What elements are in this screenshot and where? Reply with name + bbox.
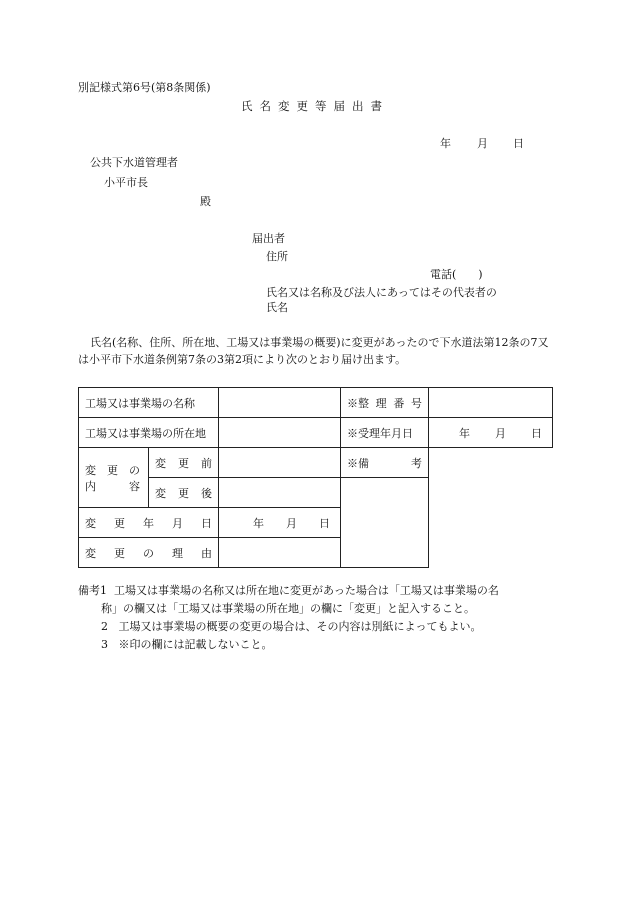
factory-location-label: 工場又は事業場の所在地 xyxy=(79,418,219,448)
before-field[interactable] xyxy=(219,448,341,478)
ref-number-field xyxy=(429,388,553,418)
applicant-name-label-cont: 氏名 xyxy=(266,301,288,314)
remarks-label: ※備 考 xyxy=(341,448,429,478)
date-month-label: 月 xyxy=(477,137,488,150)
addressee-line2: 小平市長 xyxy=(104,176,148,189)
received-date-field: 年 月 日 xyxy=(429,418,553,448)
addressee-honorific: 殿 xyxy=(200,195,211,208)
date-year-label: 年 xyxy=(440,137,451,150)
remarks-area xyxy=(341,478,429,568)
change-content-label: 変 更 の 内 容 xyxy=(79,448,149,508)
factory-name-field[interactable] xyxy=(219,388,341,418)
applicant-name-label: 氏名又は名称及び法人にあってはその代表者の xyxy=(266,286,497,299)
notes-section xyxy=(78,582,556,654)
note-3: 3 ※印の欄には記載しないこと。 xyxy=(101,638,273,651)
reason-field[interactable] xyxy=(219,538,341,568)
note-2: 2 工場又は事業場の概要の変更の場合は、その内容は別紙によってもよい。 xyxy=(101,620,482,633)
after-label: 変 更 後 xyxy=(149,478,219,508)
table-row xyxy=(79,388,553,418)
change-date-label: 変 更 年 月 日 xyxy=(79,508,219,538)
notification-table xyxy=(78,387,553,568)
factory-location-field[interactable] xyxy=(219,418,341,448)
table-row xyxy=(79,418,553,448)
form-number: 別記様式第6号(第8条関係) xyxy=(78,81,211,94)
addressee-line1: 公共下水道管理者 xyxy=(90,156,178,169)
body-paragraph: 氏名(名称、住所、所在地、工場又は事業場の概要)に変更があったので下水道法第12条の7又は小平市下水道条例第7条の3第2項により次のとおり届け出ます。 xyxy=(78,336,549,366)
form-title: 氏名変更等届出書 xyxy=(241,99,389,113)
applicant-address-label: 住所 xyxy=(266,250,288,263)
received-date-label: ※受理年月日 xyxy=(341,418,429,448)
before-label: 変 更 前 xyxy=(149,448,219,478)
applicant-label: 届出者 xyxy=(252,232,285,245)
reason-label: 変 更 の 理 由 xyxy=(79,538,219,568)
applicant-phone-label: 電話( ) xyxy=(430,268,483,281)
date-day-label: 日 xyxy=(513,137,524,150)
table-row xyxy=(79,448,553,478)
after-field[interactable] xyxy=(219,478,341,508)
remarks-field xyxy=(429,448,553,568)
ref-number-label: ※整 理 番 号 xyxy=(341,388,429,418)
note-1: 備考1 工場又は事業場の名称又は所在地に変更があった場合は「工場又は事業場の名 xyxy=(78,584,499,597)
change-date-field[interactable]: 年 月 日 xyxy=(219,508,341,538)
note-1-cont: 称」の欄又は「工場又は事業場の所在地」の欄に「変更」と記入すること。 xyxy=(101,602,475,615)
factory-name-label: 工場又は事業場の名称 xyxy=(79,388,219,418)
